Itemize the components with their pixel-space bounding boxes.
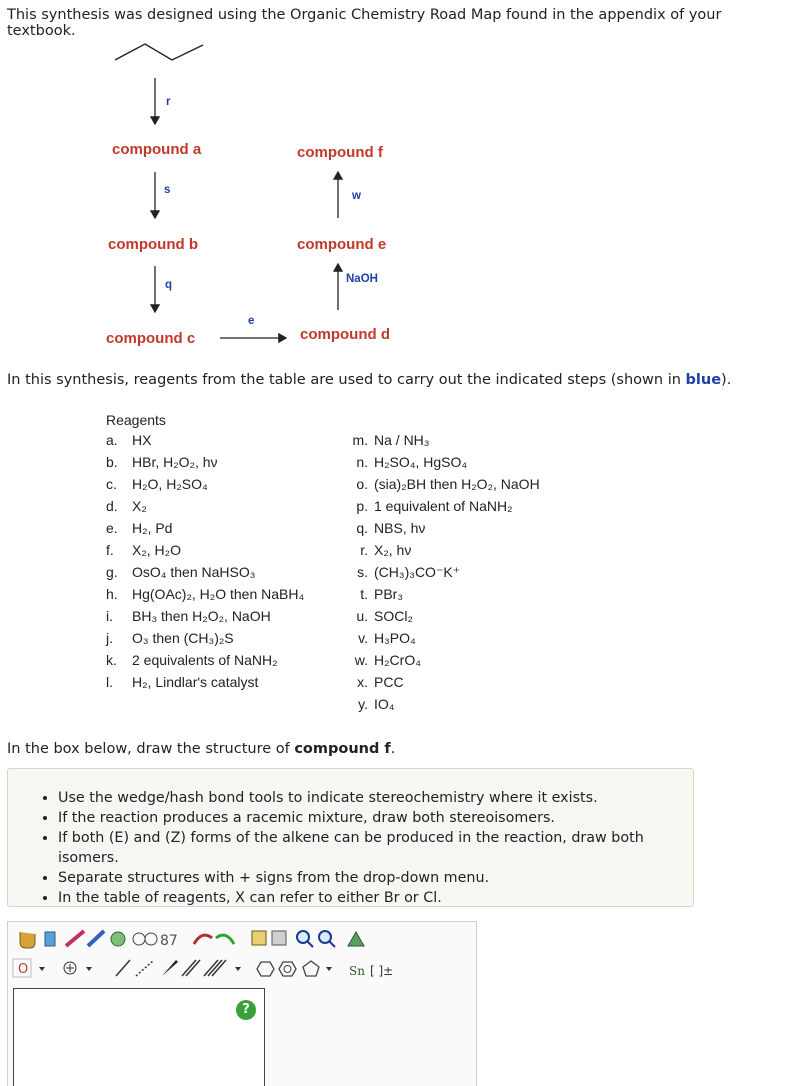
reagent-letter: l. <box>106 674 113 690</box>
svg-text:87: 87 <box>160 933 178 949</box>
reagent-letter: r. <box>360 542 368 558</box>
instruction-item: • Use the wedge/hash bond tools to indicate stereochemistry where it exists. <box>58 788 693 808</box>
reagent-row <box>336 542 411 558</box>
reagent-row <box>106 674 258 690</box>
reagent-row <box>336 674 404 690</box>
draw-prompt-text: In the box below, draw the structure of <box>7 741 295 757</box>
reagent-letter: g. <box>106 564 118 580</box>
bond-dropdown-icon[interactable] <box>235 967 241 971</box>
synthesis-description <box>7 372 731 388</box>
reagent-row <box>106 476 208 492</box>
reagent-letter: c. <box>106 476 117 492</box>
compound-d-label: compound d <box>300 326 390 343</box>
compound-c-label: compound c <box>106 330 196 347</box>
reagent-letter: n. <box>356 454 368 470</box>
reagent-letter: j. <box>106 630 113 646</box>
reagent-text: Hg(OAc)₂, H₂O then NaBH₄ <box>132 586 305 602</box>
reagent-letter: h. <box>106 586 118 602</box>
reagent-text: BH₃ then H₂O₂, NaOH <box>132 608 271 624</box>
reagent-text: PCC <box>374 674 404 690</box>
scheme-arrows <box>0 0 787 370</box>
draw-prompt-target: compound f <box>294 741 391 757</box>
reagent-row <box>336 564 460 581</box>
reagent-text: IO₄ <box>374 696 395 712</box>
draw-prompt-end: . <box>390 741 396 757</box>
reagent-row <box>106 498 147 514</box>
instruction-item: • If both (E) and (Z) forms of the alkene can be produced in the reaction, draw both isomers. <box>58 828 693 868</box>
reagents-table <box>106 412 586 722</box>
reagent-text: H₃PO₄ <box>374 630 416 646</box>
charge-icon[interactable] <box>64 962 76 974</box>
reagent-text: HBr, H₂O₂, hν <box>132 454 218 470</box>
reagent-text: OsO₄ then NaHSO₃ <box>132 564 256 580</box>
zoom-in-icon[interactable] <box>297 931 313 947</box>
oxygen-atom-label: O <box>18 962 29 977</box>
reagent-letter: x. <box>357 674 368 690</box>
reagent-text: NBS, hν <box>374 520 426 536</box>
reagent-letter: s. <box>357 564 368 580</box>
draw-prompt <box>7 741 395 757</box>
reagent-row <box>106 564 255 580</box>
bracket-icon[interactable] <box>370 964 393 978</box>
cyclopentane-icon[interactable] <box>303 961 319 976</box>
compound-a-label: compound a <box>112 141 202 158</box>
reagent-row <box>106 542 181 558</box>
reagent-row <box>336 630 416 646</box>
ring-template-icon[interactable] <box>111 932 125 946</box>
reagent-row <box>106 520 172 536</box>
hand-icon[interactable] <box>20 932 35 948</box>
reagent-label-q: q <box>165 279 173 291</box>
reagent-text: SOCl₂ <box>374 608 413 624</box>
instructions-list <box>8 769 693 908</box>
reagent-text: HX <box>132 432 152 448</box>
reagent-text: (CH₃)₃CO⁻K⁺ <box>374 564 461 580</box>
instruction-item: • In the table of reagents, X can refer to either Br or Cl. <box>58 888 693 908</box>
oxygen-atom-button[interactable] <box>13 959 31 977</box>
reagent-text: Na / NH₃ <box>374 432 430 448</box>
reagent-text: H₂CrO₄ <box>374 652 421 668</box>
intro-text: This synthesis was designed using the Organic Chemistry Road Map found in the appendix of your textbook. <box>7 7 722 39</box>
reagent-text: 2 equivalents of NaNH₂ <box>132 652 278 668</box>
benzene-icon[interactable] <box>279 962 296 976</box>
help-button[interactable]: ? <box>236 1000 256 1020</box>
undo-icon[interactable] <box>194 935 212 944</box>
reagent-row <box>336 608 413 624</box>
reagent-label-w: w <box>352 190 361 202</box>
reagent-letter: a. <box>106 432 118 448</box>
reagent-text: PBr₃ <box>374 586 404 602</box>
reagent-row <box>106 454 218 470</box>
synthesis-text-before: In this synthesis, reagents from the table are used to carry out the indicated steps (shown in <box>7 372 686 388</box>
reagent-letter: b. <box>106 454 118 470</box>
reagent-row <box>336 476 540 492</box>
compound-f-label: compound f <box>297 144 383 161</box>
reagent-row <box>336 586 403 602</box>
charge-dropdown-icon[interactable] <box>86 967 92 971</box>
reagent-label-e: e <box>248 315 255 327</box>
reagent-row <box>106 608 271 624</box>
toolbar-icons <box>8 922 478 984</box>
reagent-label-naoh: NaOH <box>346 273 378 285</box>
reagent-letter: o. <box>356 476 368 492</box>
reagent-row <box>336 520 425 536</box>
hash-bond-icon[interactable] <box>136 960 154 976</box>
reagent-text: X₂, H₂O <box>132 542 181 558</box>
pencil-icon[interactable] <box>66 931 84 946</box>
reagent-label-r: r <box>166 96 171 108</box>
reagent-letter: f. <box>106 542 114 558</box>
instructions-box <box>7 768 694 907</box>
synthesis-text-blue: blue <box>685 372 722 388</box>
paste-icon[interactable] <box>272 931 286 945</box>
reagent-letter: t. <box>360 586 368 602</box>
reagent-label-s: s <box>164 184 171 196</box>
reagent-text: (sia)₂BH then H₂O₂, NaOH <box>374 476 540 492</box>
reagent-letter: y. <box>358 696 368 712</box>
eraser-icon[interactable] <box>45 932 55 946</box>
reagents-title: Reagents <box>106 412 166 428</box>
reagent-row <box>336 432 430 448</box>
reagent-letter: u. <box>356 608 368 624</box>
synthesis-text-after: ). <box>721 372 732 388</box>
chain-template-icon[interactable] <box>133 933 157 945</box>
reagent-row <box>106 652 278 668</box>
sgroup-icon[interactable] <box>349 964 365 978</box>
wedge-bond-icon[interactable] <box>162 960 178 976</box>
instruction-item: • Separate structures with + signs from the drop-down menu. <box>58 868 693 888</box>
compound-b-label: compound b <box>108 236 198 253</box>
reagent-row <box>106 432 151 448</box>
reagent-text: H₂, Pd <box>132 520 173 536</box>
reagent-text: H₂O, H₂SO₄ <box>132 476 208 492</box>
reagent-row <box>106 586 304 602</box>
reagent-text: O₃ then (CH₃)₂S <box>132 630 234 646</box>
instruction-item: • If the reaction produces a racemic mixture, draw both stereoisomers. <box>58 808 693 828</box>
zoom-out-icon[interactable] <box>319 931 335 947</box>
reagent-text: X₂, hν <box>374 542 412 558</box>
triple-bond-icon[interactable] <box>204 960 226 976</box>
copy-icon[interactable] <box>252 931 266 945</box>
reagent-row <box>336 454 467 470</box>
single-bond-icon[interactable] <box>116 960 130 976</box>
sn-label: Sn <box>349 964 365 978</box>
reagent-row <box>336 696 395 712</box>
atom-dropdown-icon[interactable] <box>39 967 45 971</box>
cyclohexane-icon[interactable] <box>257 962 274 976</box>
number-template-icon[interactable] <box>160 933 178 949</box>
reagent-row <box>336 652 421 668</box>
ring-dropdown-icon[interactable] <box>326 967 332 971</box>
redo-icon[interactable] <box>216 935 234 944</box>
double-bond-icon[interactable] <box>182 960 200 976</box>
reagent-text: X₂ <box>132 498 147 514</box>
reagent-letter: v. <box>358 630 368 646</box>
reagent-letter: k. <box>106 652 117 668</box>
reagent-row <box>106 630 234 646</box>
clean-structure-icon[interactable] <box>348 932 364 946</box>
bracket-label: [ ]± <box>370 964 394 978</box>
reagent-text: H₂SO₄, HgSO₄ <box>374 454 468 470</box>
reagent-row <box>336 498 513 514</box>
reagent-letter: d. <box>106 498 118 514</box>
reagent-letter: q. <box>356 520 368 536</box>
reagent-letter: i. <box>106 608 113 624</box>
reagent-letter: p. <box>356 498 368 514</box>
reagent-text: H₂, Lindlar's catalyst <box>132 674 259 690</box>
compound-e-label: compound e <box>297 236 387 253</box>
reagent-letter: w. <box>354 652 368 668</box>
reagent-letter: e. <box>106 520 118 536</box>
drawing-canvas[interactable] <box>13 988 265 1086</box>
reagent-text: 1 equivalent of NaNH₂ <box>374 498 513 514</box>
reagent-letter: m. <box>352 432 368 448</box>
brush-icon[interactable] <box>88 931 104 946</box>
